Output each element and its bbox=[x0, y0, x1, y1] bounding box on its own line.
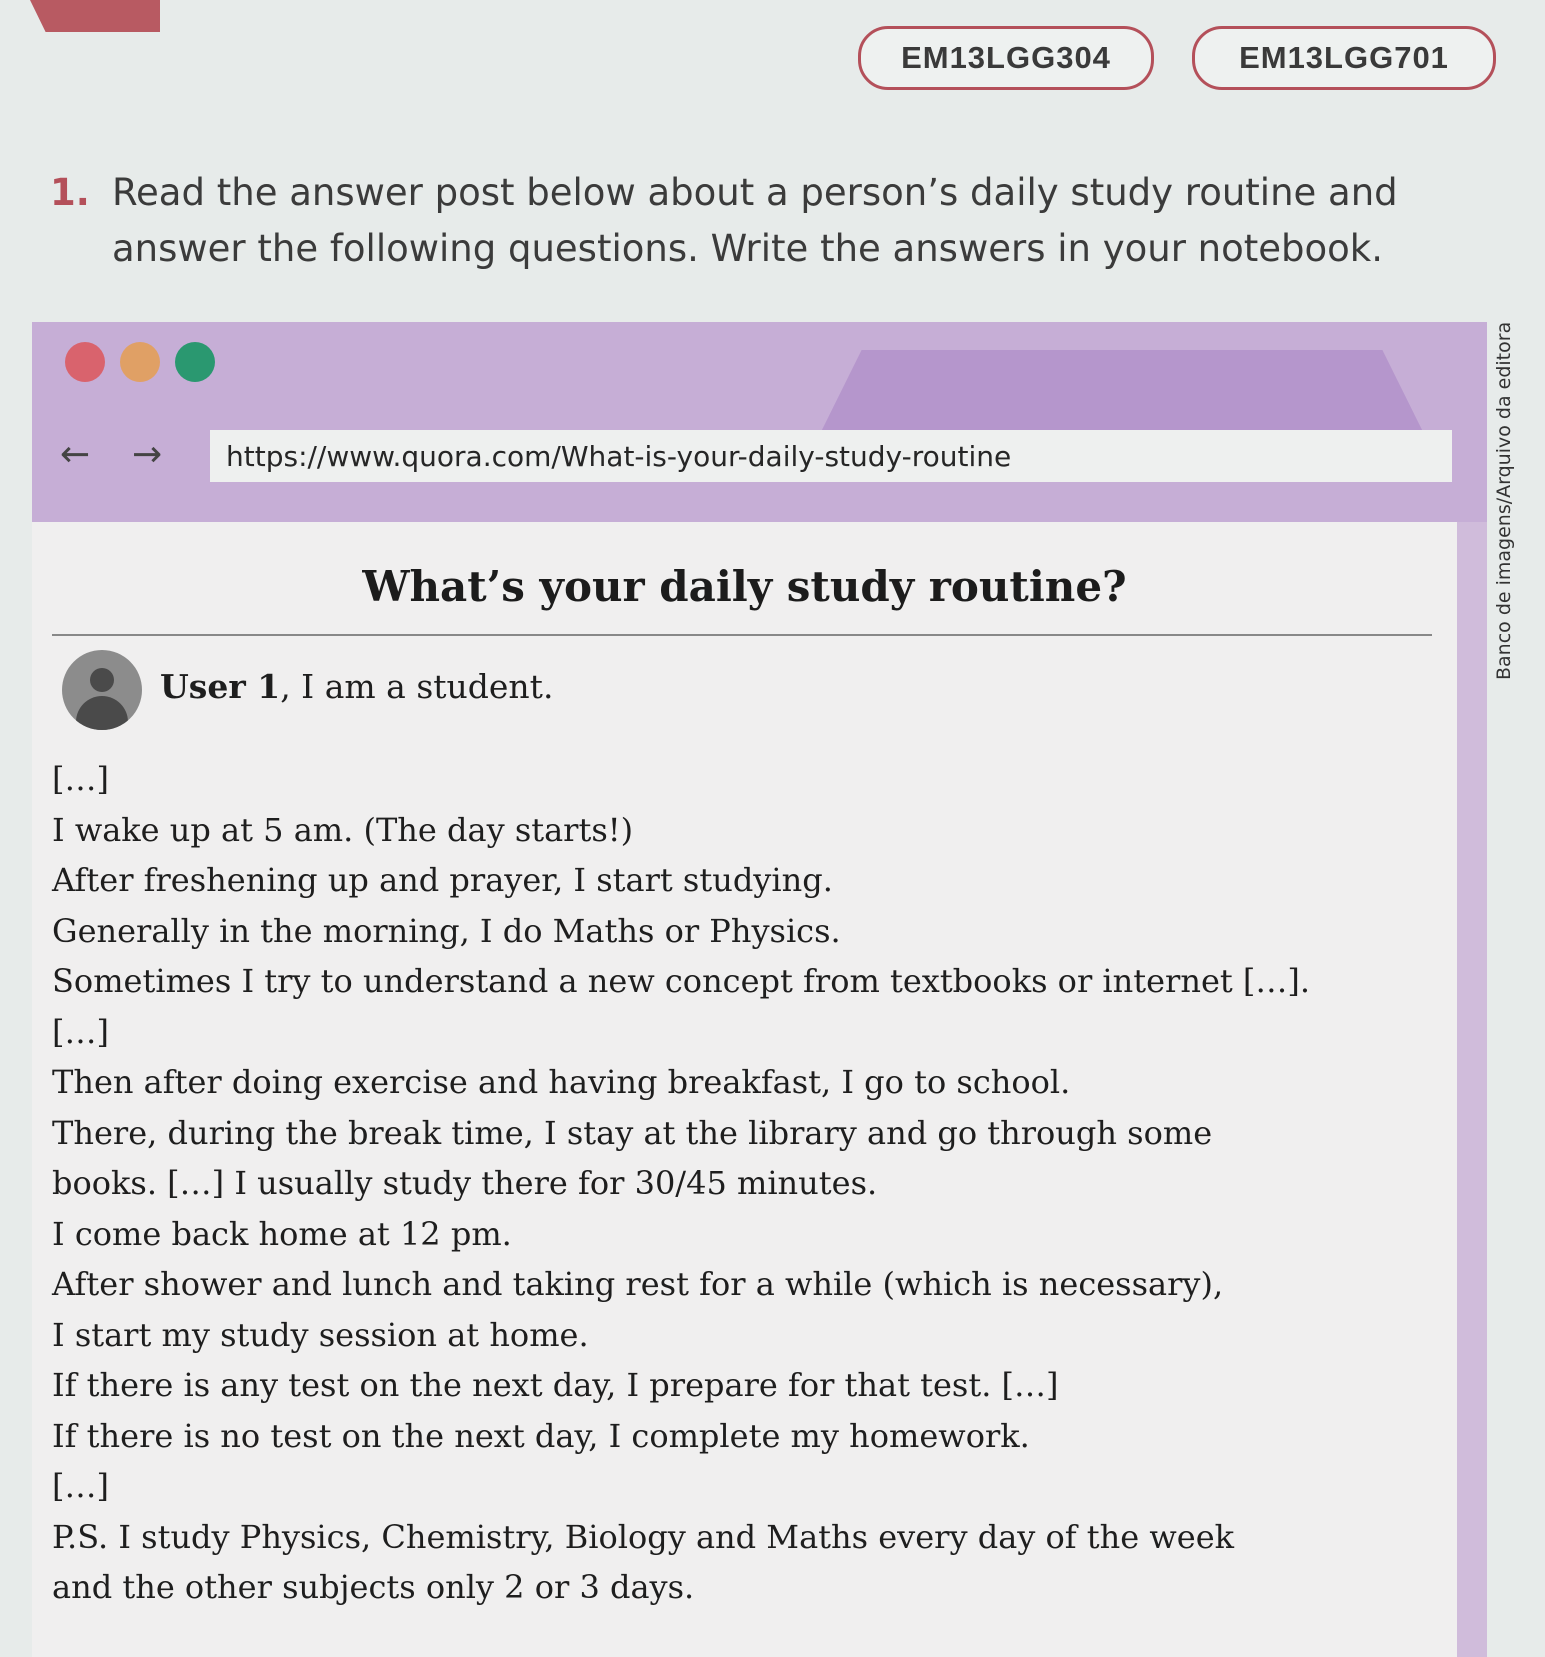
user-credential bbox=[160, 667, 553, 706]
skill-code-badge-1: EM13LGG304 bbox=[858, 26, 1154, 90]
page-content bbox=[32, 522, 1457, 1657]
post-line: Sometimes I try to understand a new concept from textbooks or internet […]. bbox=[52, 962, 1311, 1000]
instruction-line-2: answer the following questions. Write the answers in your notebook. bbox=[112, 227, 1383, 270]
back-arrow-icon[interactable]: ← bbox=[60, 434, 91, 475]
address-bar[interactable] bbox=[210, 430, 1452, 482]
page-title: What’s your daily study routine? bbox=[362, 562, 1127, 611]
minimize-window-icon[interactable] bbox=[120, 342, 160, 382]
post-line: […] bbox=[52, 1467, 109, 1505]
image-credit-text: Banco de imagens/Arquivo da editora bbox=[1493, 321, 1515, 680]
post-line: I come back home at 12 pm. bbox=[52, 1214, 512, 1253]
exercise-instruction bbox=[50, 165, 1470, 277]
scrollbar[interactable] bbox=[1457, 522, 1487, 1657]
user-tagline: , I am a student. bbox=[280, 667, 554, 706]
corner-decoration bbox=[30, 0, 160, 32]
user-name[interactable]: User 1 bbox=[160, 667, 281, 706]
post-line: and the other subjects only 2 or 3 days. bbox=[52, 1568, 695, 1606]
post-line: After freshening up and prayer, I start studying. bbox=[52, 861, 833, 899]
forward-arrow-icon[interactable]: → bbox=[132, 434, 163, 475]
post-line: P.S. I study Physics, Chemistry, Biology and Maths every day of the week bbox=[52, 1517, 1235, 1556]
post-line: If there is no test on the next day, I complete my homework. bbox=[52, 1416, 1030, 1455]
avatar-body-icon bbox=[76, 696, 128, 730]
post-line: I start my study session at home. bbox=[52, 1315, 589, 1354]
post-line: There, during the break time, I stay at the library and go through some bbox=[52, 1113, 1213, 1152]
skill-code-badge-2: EM13LGG701 bbox=[1192, 26, 1496, 90]
post-line: Generally in the morning, I do Maths or Physics. bbox=[52, 911, 841, 950]
post-line: […] bbox=[52, 1012, 109, 1051]
post-line: Then after doing exercise and having breakfast, I go to school. bbox=[52, 1063, 1071, 1101]
close-window-icon[interactable] bbox=[65, 342, 105, 382]
image-credit bbox=[1493, 321, 1523, 680]
avatar[interactable] bbox=[62, 650, 142, 730]
browser-toolbar bbox=[32, 322, 1487, 522]
answer-post bbox=[52, 754, 1442, 1613]
instruction-line-1: Read the answer post below about a person’s daily study routine and bbox=[112, 171, 1398, 214]
post-line: If there is any test on the next day, I prepare for that test. […] bbox=[52, 1366, 1059, 1404]
maximize-window-icon[interactable] bbox=[175, 342, 215, 382]
title-divider bbox=[52, 634, 1432, 636]
post-line: I wake up at 5 am. (The day starts!) bbox=[52, 810, 634, 849]
avatar-head-icon bbox=[90, 668, 114, 692]
post-line: […] bbox=[52, 760, 109, 798]
browser-window bbox=[32, 322, 1487, 1657]
url-text: https://www.quora.com/What-is-your-daily-study-routine bbox=[226, 439, 1012, 473]
post-line: books. […] I usually study there for 30/45 minutes. bbox=[52, 1164, 878, 1202]
post-line: After shower and lunch and taking rest for a while (which is necessary), bbox=[52, 1265, 1224, 1303]
exercise-number: 1. bbox=[50, 171, 90, 214]
